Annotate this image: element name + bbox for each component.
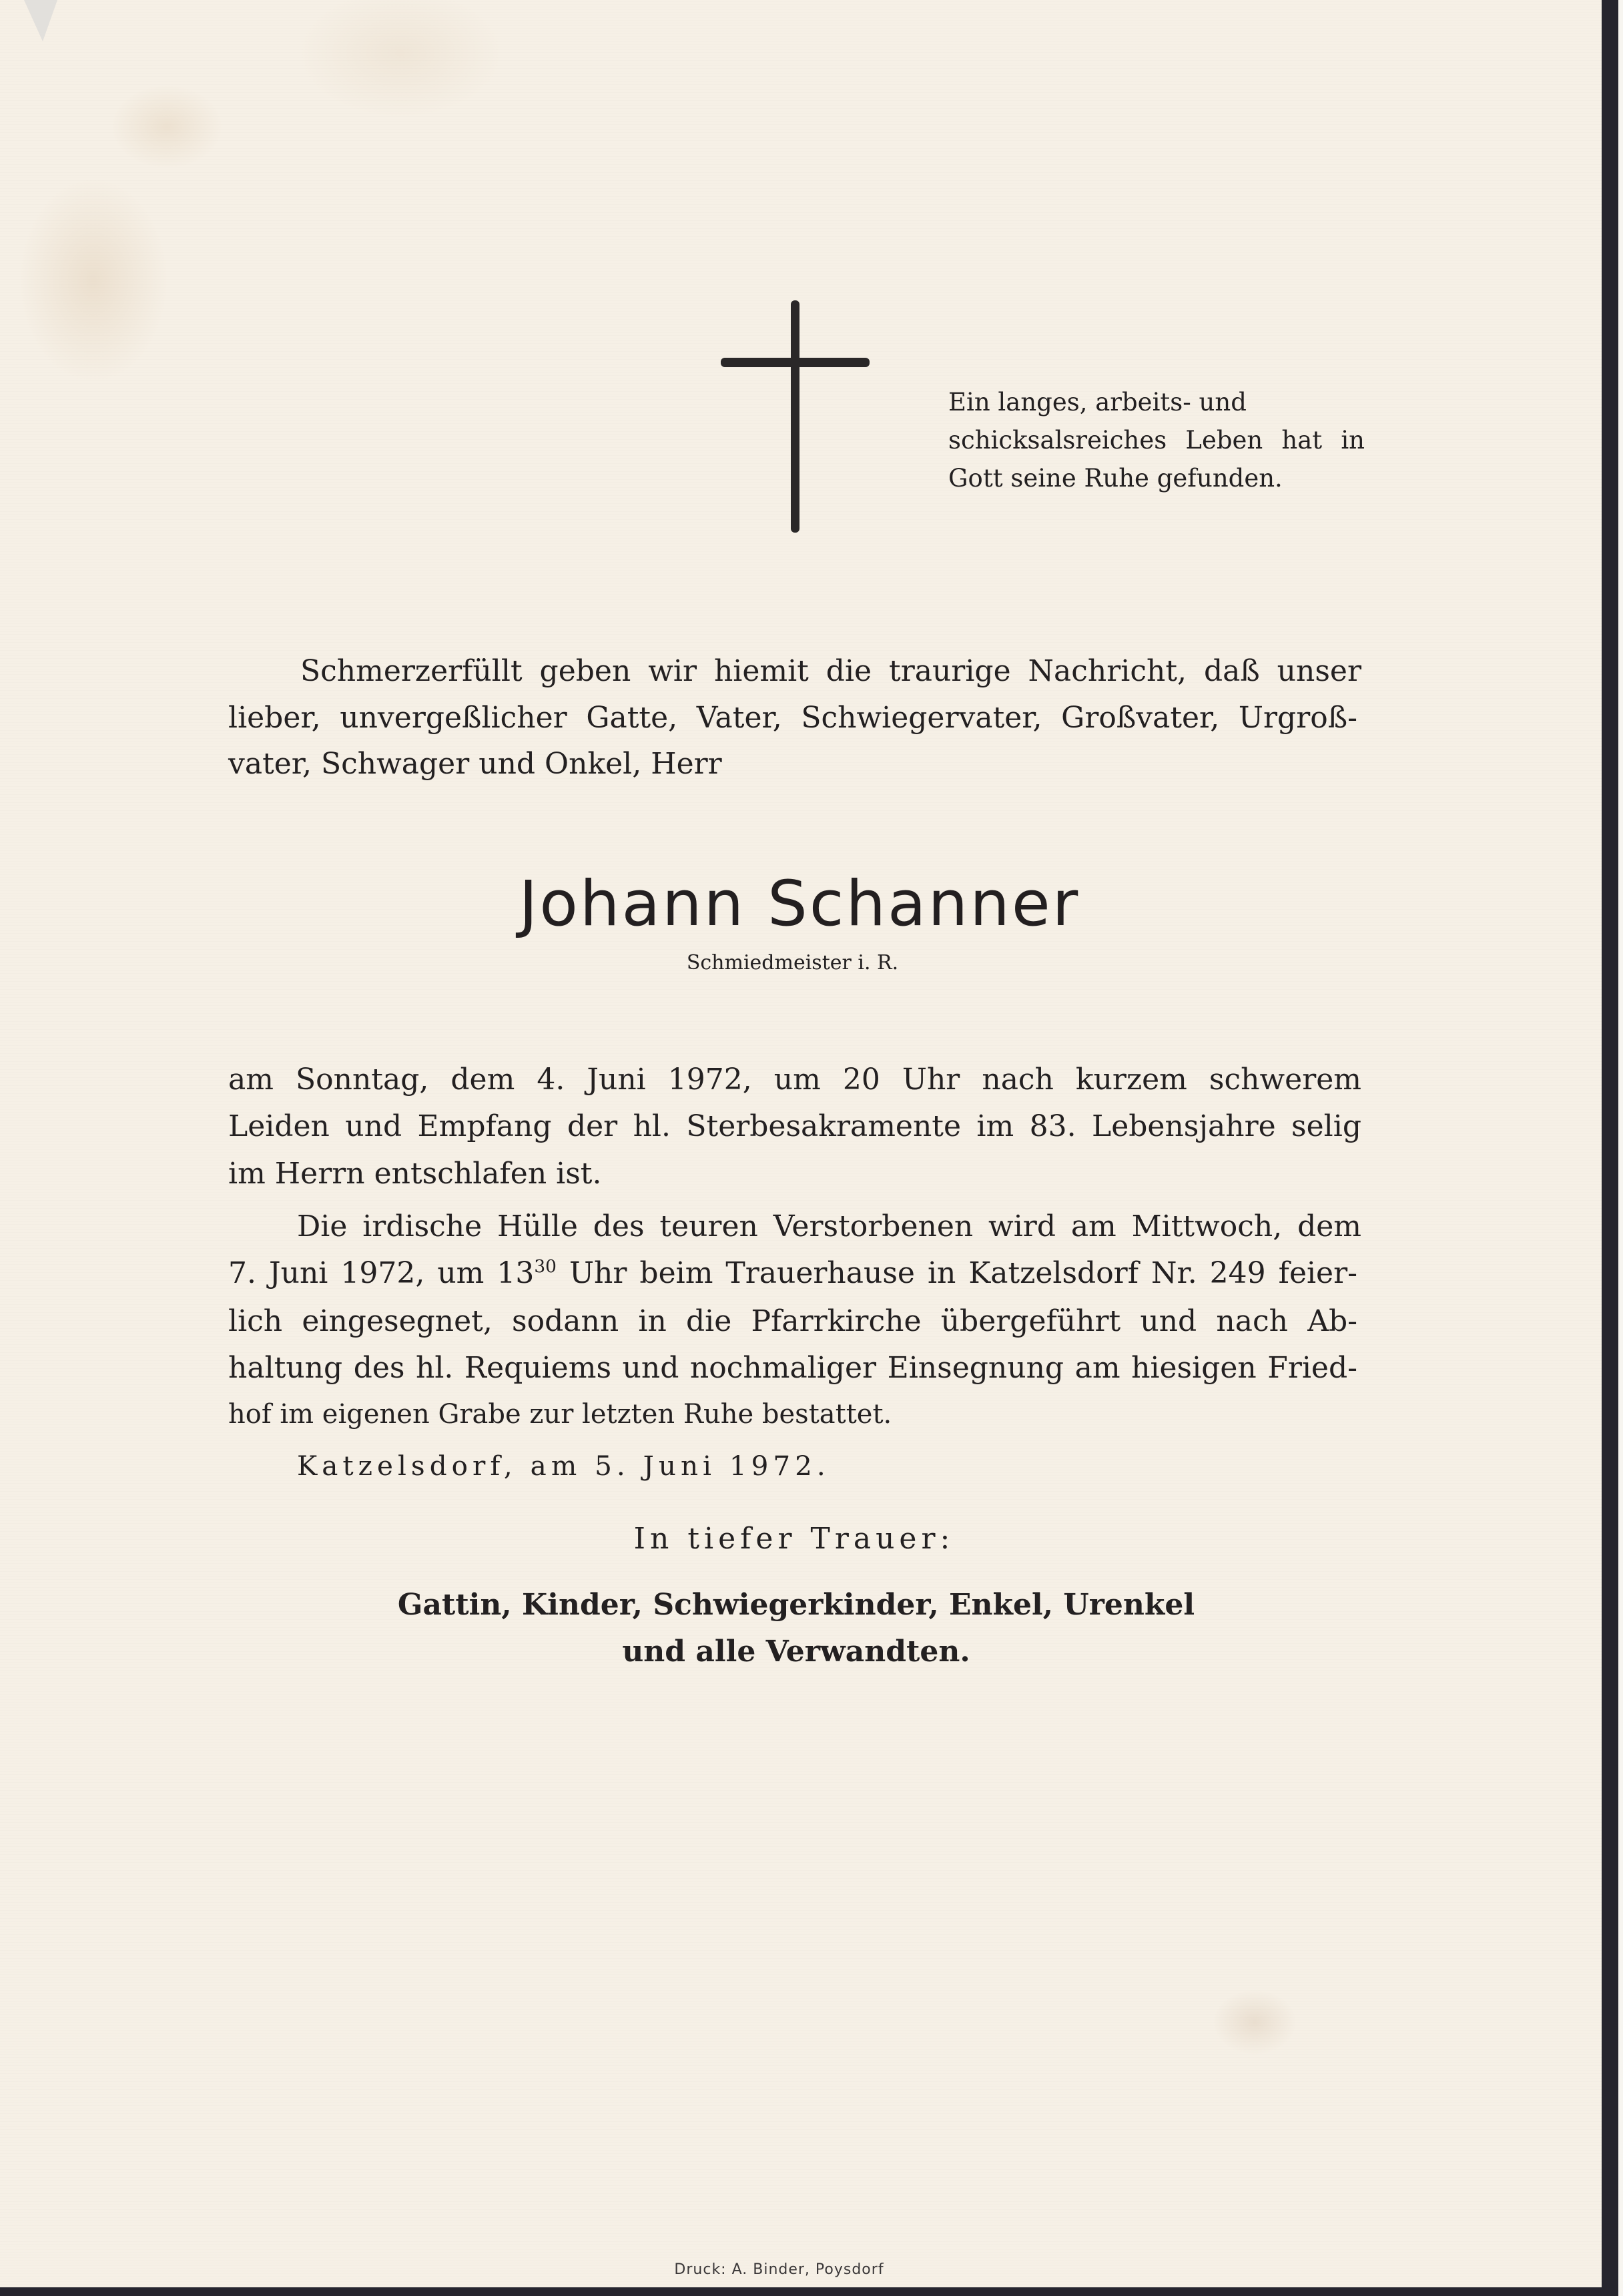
text-line: hof im eigenen Grabe zur letzten Ruhe bestattet. <box>228 1399 892 1430</box>
text-line: Leiden und Empfang der hl. Sterbesakramente im 83. Lebensjahre selig <box>228 1109 1361 1143</box>
text-line: vater, Schwager und Onkel, Herr <box>228 747 722 781</box>
text-line <box>228 1256 1357 1290</box>
text-line: lich eingesegnet, sodann in die Pfarrkirche übergeführt und nach Ab- <box>228 1304 1357 1338</box>
place-and-date: Katzelsdorf, am 5. Juni 1972. <box>297 1450 830 1482</box>
mourning-heading: In tiefer Trauer: <box>633 1522 955 1556</box>
mourning-border-bottom <box>0 2287 1618 2296</box>
cross-horizontal-beam <box>721 358 870 367</box>
mourners-line: Gattin, Kinder, Schwiegerkinder, Enkel, Urenkel <box>397 1588 1195 1622</box>
text-segment: 7. Juni 1972, um 13 <box>228 1256 535 1290</box>
text-line: Schmerzerfüllt geben wir hiemit die traurige Nachricht, daß unser <box>300 654 1361 688</box>
scan-edge <box>1618 0 1623 2296</box>
text-line: im Herrn entschlafen ist. <box>228 1157 602 1191</box>
motto-line: schicksalsreiches Leben hat in <box>948 426 1365 455</box>
time-superscript: 30 <box>534 1256 557 1277</box>
torn-corner <box>24 0 57 41</box>
printer-imprint: Druck: A. Binder, Poysdorf <box>674 2261 884 2278</box>
text-line: lieber, unvergeßlicher Gatte, Vater, Schwiegervater, Großvater, Urgroß- <box>228 701 1357 735</box>
text-line: haltung des hl. Requiems und nochmaliger Einsegnung am hiesigen Fried- <box>228 1351 1357 1385</box>
deceased-title: Schmiedmeister i. R. <box>686 951 899 974</box>
text-segment: Uhr beim Trauerhause in Katzelsdorf Nr. 249 feier- <box>556 1256 1357 1290</box>
mourners-line: und alle Verwandten. <box>622 1635 970 1669</box>
text-line: Die irdische Hülle des teuren Verstorbenen wird am Mittwoch, dem <box>297 1209 1361 1243</box>
deceased-name: Johann Schanner <box>519 868 1080 940</box>
cross-vertical-beam <box>791 300 799 533</box>
motto-line: Ein langes, arbeits- und <box>948 388 1247 416</box>
text-line: am Sonntag, dem 4. Juni 1972, um 20 Uhr nach kurzem schwerem <box>228 1063 1361 1097</box>
mourning-border-right <box>1602 0 1618 2296</box>
motto-line: Gott seine Ruhe gefunden. <box>948 464 1283 493</box>
